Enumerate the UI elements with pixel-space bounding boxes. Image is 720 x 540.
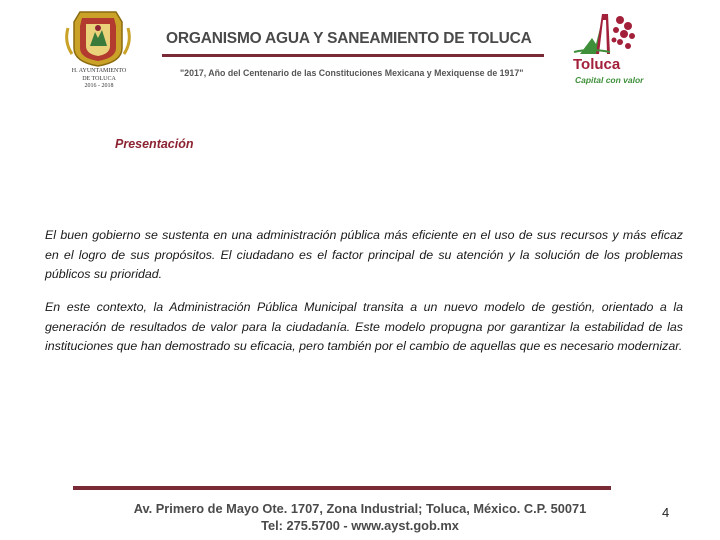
paragraph: En este contexto, la Administración Pública Municipal transita a un nuevo modelo de gestión, orientado a la generación de resultados de valor para la ciudadanía. Este modelo propugna por garantizar la estabilidad de las instituciones que han demostrado su eficacia, pero también por el cambio de aquellas que es necesario modernizar. bbox=[45, 300, 683, 353]
footer-address: Av. Primero de Mayo Ote. 1707, Zona Industrial; Toluca, México. C.P. 50071 bbox=[133, 501, 587, 516]
municipal-seal-icon bbox=[62, 8, 134, 68]
organization-title: ORGANISMO AGUA Y SANEAMIENTO DE TOLUCA bbox=[166, 30, 532, 47]
paragraph: El buen gobierno se sustenta en una administración pública más eficiente en el uso de sus recursos y más eficaz en el logro de sus propósitos. El ciudadano es el factor principal de su atención y la solución de los problemas públicos su prioridad. bbox=[45, 228, 683, 281]
toluca-logo-name: Toluca bbox=[573, 56, 621, 73]
seal-caption-line: 2016 - 2018 bbox=[84, 83, 114, 89]
header-divider bbox=[162, 54, 544, 57]
toluca-logo-icon bbox=[570, 8, 640, 58]
toluca-logo-tagline: Capital con valor bbox=[575, 75, 644, 85]
seal-caption-line: DE TOLUCA bbox=[82, 75, 116, 82]
page-number: 4 bbox=[662, 505, 670, 520]
section-title: Presentación bbox=[115, 137, 194, 151]
footer-divider bbox=[73, 486, 611, 490]
seal-caption bbox=[52, 68, 146, 91]
footer-contact: Tel: 275.5700 - www.ayst.gob.mx bbox=[261, 518, 459, 533]
seal-caption-line: H. AYUNTAMIENTO bbox=[71, 68, 127, 74]
header-motto: "2017, Año del Centenario de las Constituciones Mexicana y Mexiquense de 1917" bbox=[180, 68, 524, 78]
